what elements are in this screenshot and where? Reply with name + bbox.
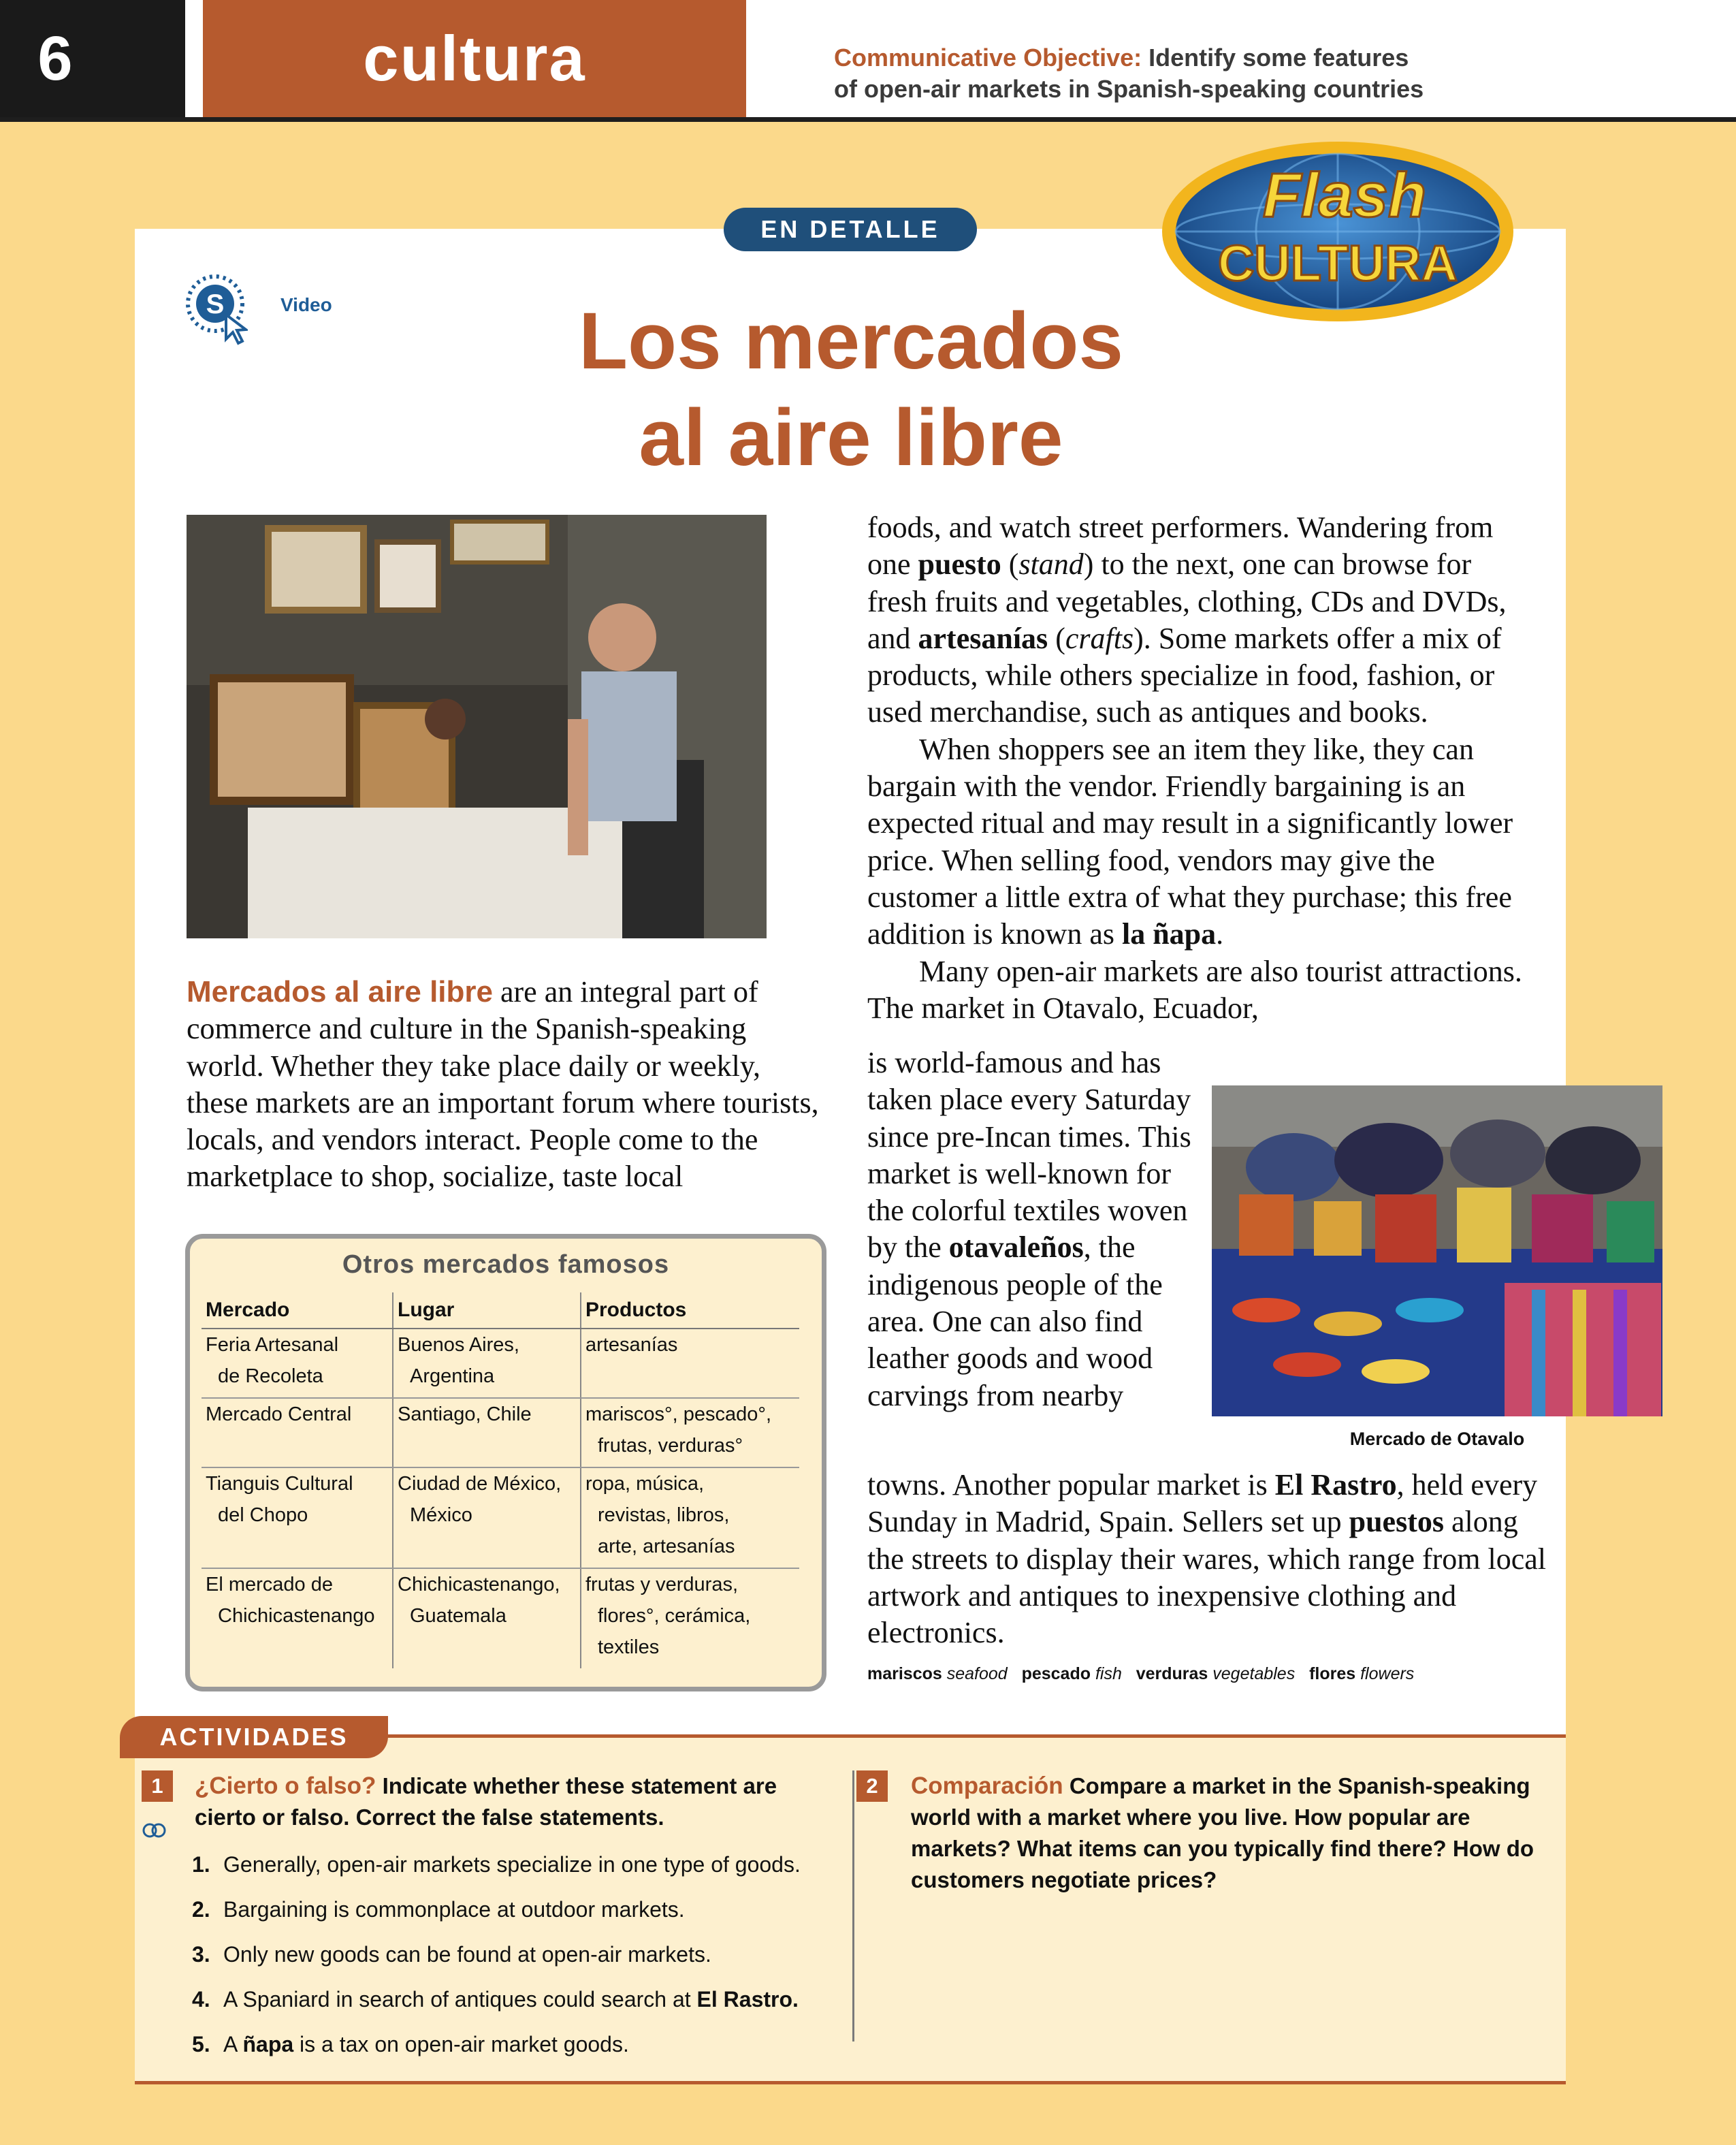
article-column-2 xyxy=(867,509,1534,1027)
activity-2-text: Compare a market in the Spanish-speaking world with a market where you live. How popular are markets? What items can you typically find there? How do customers negotiate prices? xyxy=(911,1773,1534,1892)
list-item: 4. A Spaniard in search of antiques could search at El Rastro. xyxy=(192,1987,799,2012)
col-header-productos: Productos xyxy=(581,1292,799,1329)
list-item: 5. A ñapa is a tax on open-air market goods. xyxy=(192,2032,629,2056)
col-header-lugar: Lugar xyxy=(393,1292,581,1329)
activity-2-heading xyxy=(911,1770,1551,1896)
logo-cultura: CULTURA xyxy=(1217,235,1458,291)
activity-2-title: Comparación xyxy=(911,1773,1063,1799)
bottom-rule xyxy=(135,2081,1566,2084)
list-item: 3. Only new goods can be found at open-air markets. xyxy=(192,1942,711,1967)
glossary-footnote: mariscos seafood pescado fish verduras vegetables flores flowers xyxy=(867,1664,1415,1683)
activities-divider xyxy=(852,1770,854,2041)
activities-tab: ACTIVIDADES xyxy=(120,1716,388,1758)
title-line-1: Los mercados xyxy=(578,296,1124,386)
paragraph-3-end: towns. Another popular market is El Rastro, held every Sunday in Madrid, Spain. Sellers set up puestos along the streets to display their wares, which range from local artwork and antiques to inexpensive clothing and electronics. xyxy=(867,1468,1547,1650)
video-icon[interactable] xyxy=(185,266,248,347)
objective-text-2: of open-air markets in Spanish-speaking countries xyxy=(834,75,1424,103)
paragraph-3-wrap: is world-famous and has taken place every Saturday since pre-Incan times. This market is well-known for the colorful textiles woven by the otavaleños, the indigenous people of the area. One can also find leather goods and wood carvings from nearby xyxy=(867,1046,1191,1412)
objective-text-1: Identify some features xyxy=(1148,44,1409,72)
table-row: Tianguis Cultural del Chopo Ciudad de México, México ropa, música, revistas, libros, arte, artesanías xyxy=(202,1467,799,1568)
list-item: 2. Bargaining is commonplace at outdoor markets. xyxy=(192,1897,685,1922)
intro-lead: Mercados al aire libre xyxy=(187,975,493,1008)
objective-label: Communicative Objective: xyxy=(834,44,1142,72)
paragraph-2: When shoppers see an item they like, they can bargain with the vendor. Friendly bargaining is an expected ritual and may result in a significantly lower price. When selling food, vendors may give the customer a little extra of what they purchase; this free addition is known as la ñapa. xyxy=(867,732,1513,951)
otavalo-photo-caption: Mercado de Otavalo xyxy=(1349,1429,1525,1449)
famous-markets-table xyxy=(202,1292,799,1668)
communicative-objective xyxy=(834,42,1583,105)
frames-market-photo xyxy=(187,515,767,938)
section-title: cultura xyxy=(203,0,746,117)
otavalo-market-photo xyxy=(1212,1085,1662,1416)
intro-paragraph xyxy=(187,974,820,1196)
activity-1-list xyxy=(192,1849,846,2074)
article-title xyxy=(408,293,1293,486)
list-item: 1. Generally, open-air markets specialize in one type of goods. xyxy=(192,1852,801,1877)
table-row: El mercado de Chichicastenango Chichicastenango, Guatemala frutas y verduras, flores°, cerámica, textiles xyxy=(202,1568,799,1668)
paragraph-1: foods, and watch street performers. Wandering from one puesto (stand) to the next, one can browse for fresh fruits and vegetables, clothing, CDs and DVDs, and artesanías (crafts). Some markets offer a mix of products, while others specialize in food, fashion, or used merchandise, such as antiques and books. xyxy=(867,511,1507,729)
activity-1-title: ¿Cierto o falso? xyxy=(195,1773,376,1799)
activities-rule xyxy=(381,1734,1566,1738)
table-row: Mercado Central Santiago, Chile mariscos°, pescado°, frutas, verduras° xyxy=(202,1398,799,1467)
title-line-2: al aire libre xyxy=(639,393,1063,483)
logo-flash: Flash xyxy=(1262,161,1427,230)
activity-1-heading: ¿Cierto o falso? Indicate whether these statement are cierto or falso. Correct the false statements. xyxy=(195,1773,777,1830)
video-label[interactable]: Video xyxy=(280,294,332,315)
en-detalle-badge: EN DETALLE xyxy=(724,208,977,251)
svg-text:S: S xyxy=(206,289,225,319)
col-header-mercado: Mercado xyxy=(202,1292,393,1329)
intro-text: are an integral part of commerce and culture in the Spanish-speaking world. Whether they take place daily or weekly, these markets are an important forum where tourists, locals, and vendors interact. People come to the marketplace to shop, socialize, taste local xyxy=(187,975,819,1194)
pairs-icon xyxy=(140,1817,167,1844)
famous-markets-title: Otros mercados famosos xyxy=(342,1250,670,1279)
paragraph-3-start: Many open-air markets are also tourist attractions. The market in Otavalo, Ecuador, xyxy=(867,954,1522,1025)
lesson-number: 6 xyxy=(0,0,185,117)
table-row: Feria Artesanal de Recoleta Buenos Aires, Argentina artesanías xyxy=(202,1329,799,1398)
activity-2-number: 2 xyxy=(856,1770,888,1802)
activity-1-number: 1 xyxy=(142,1770,173,1802)
header-rule xyxy=(0,117,1736,122)
header-separator xyxy=(185,0,203,117)
